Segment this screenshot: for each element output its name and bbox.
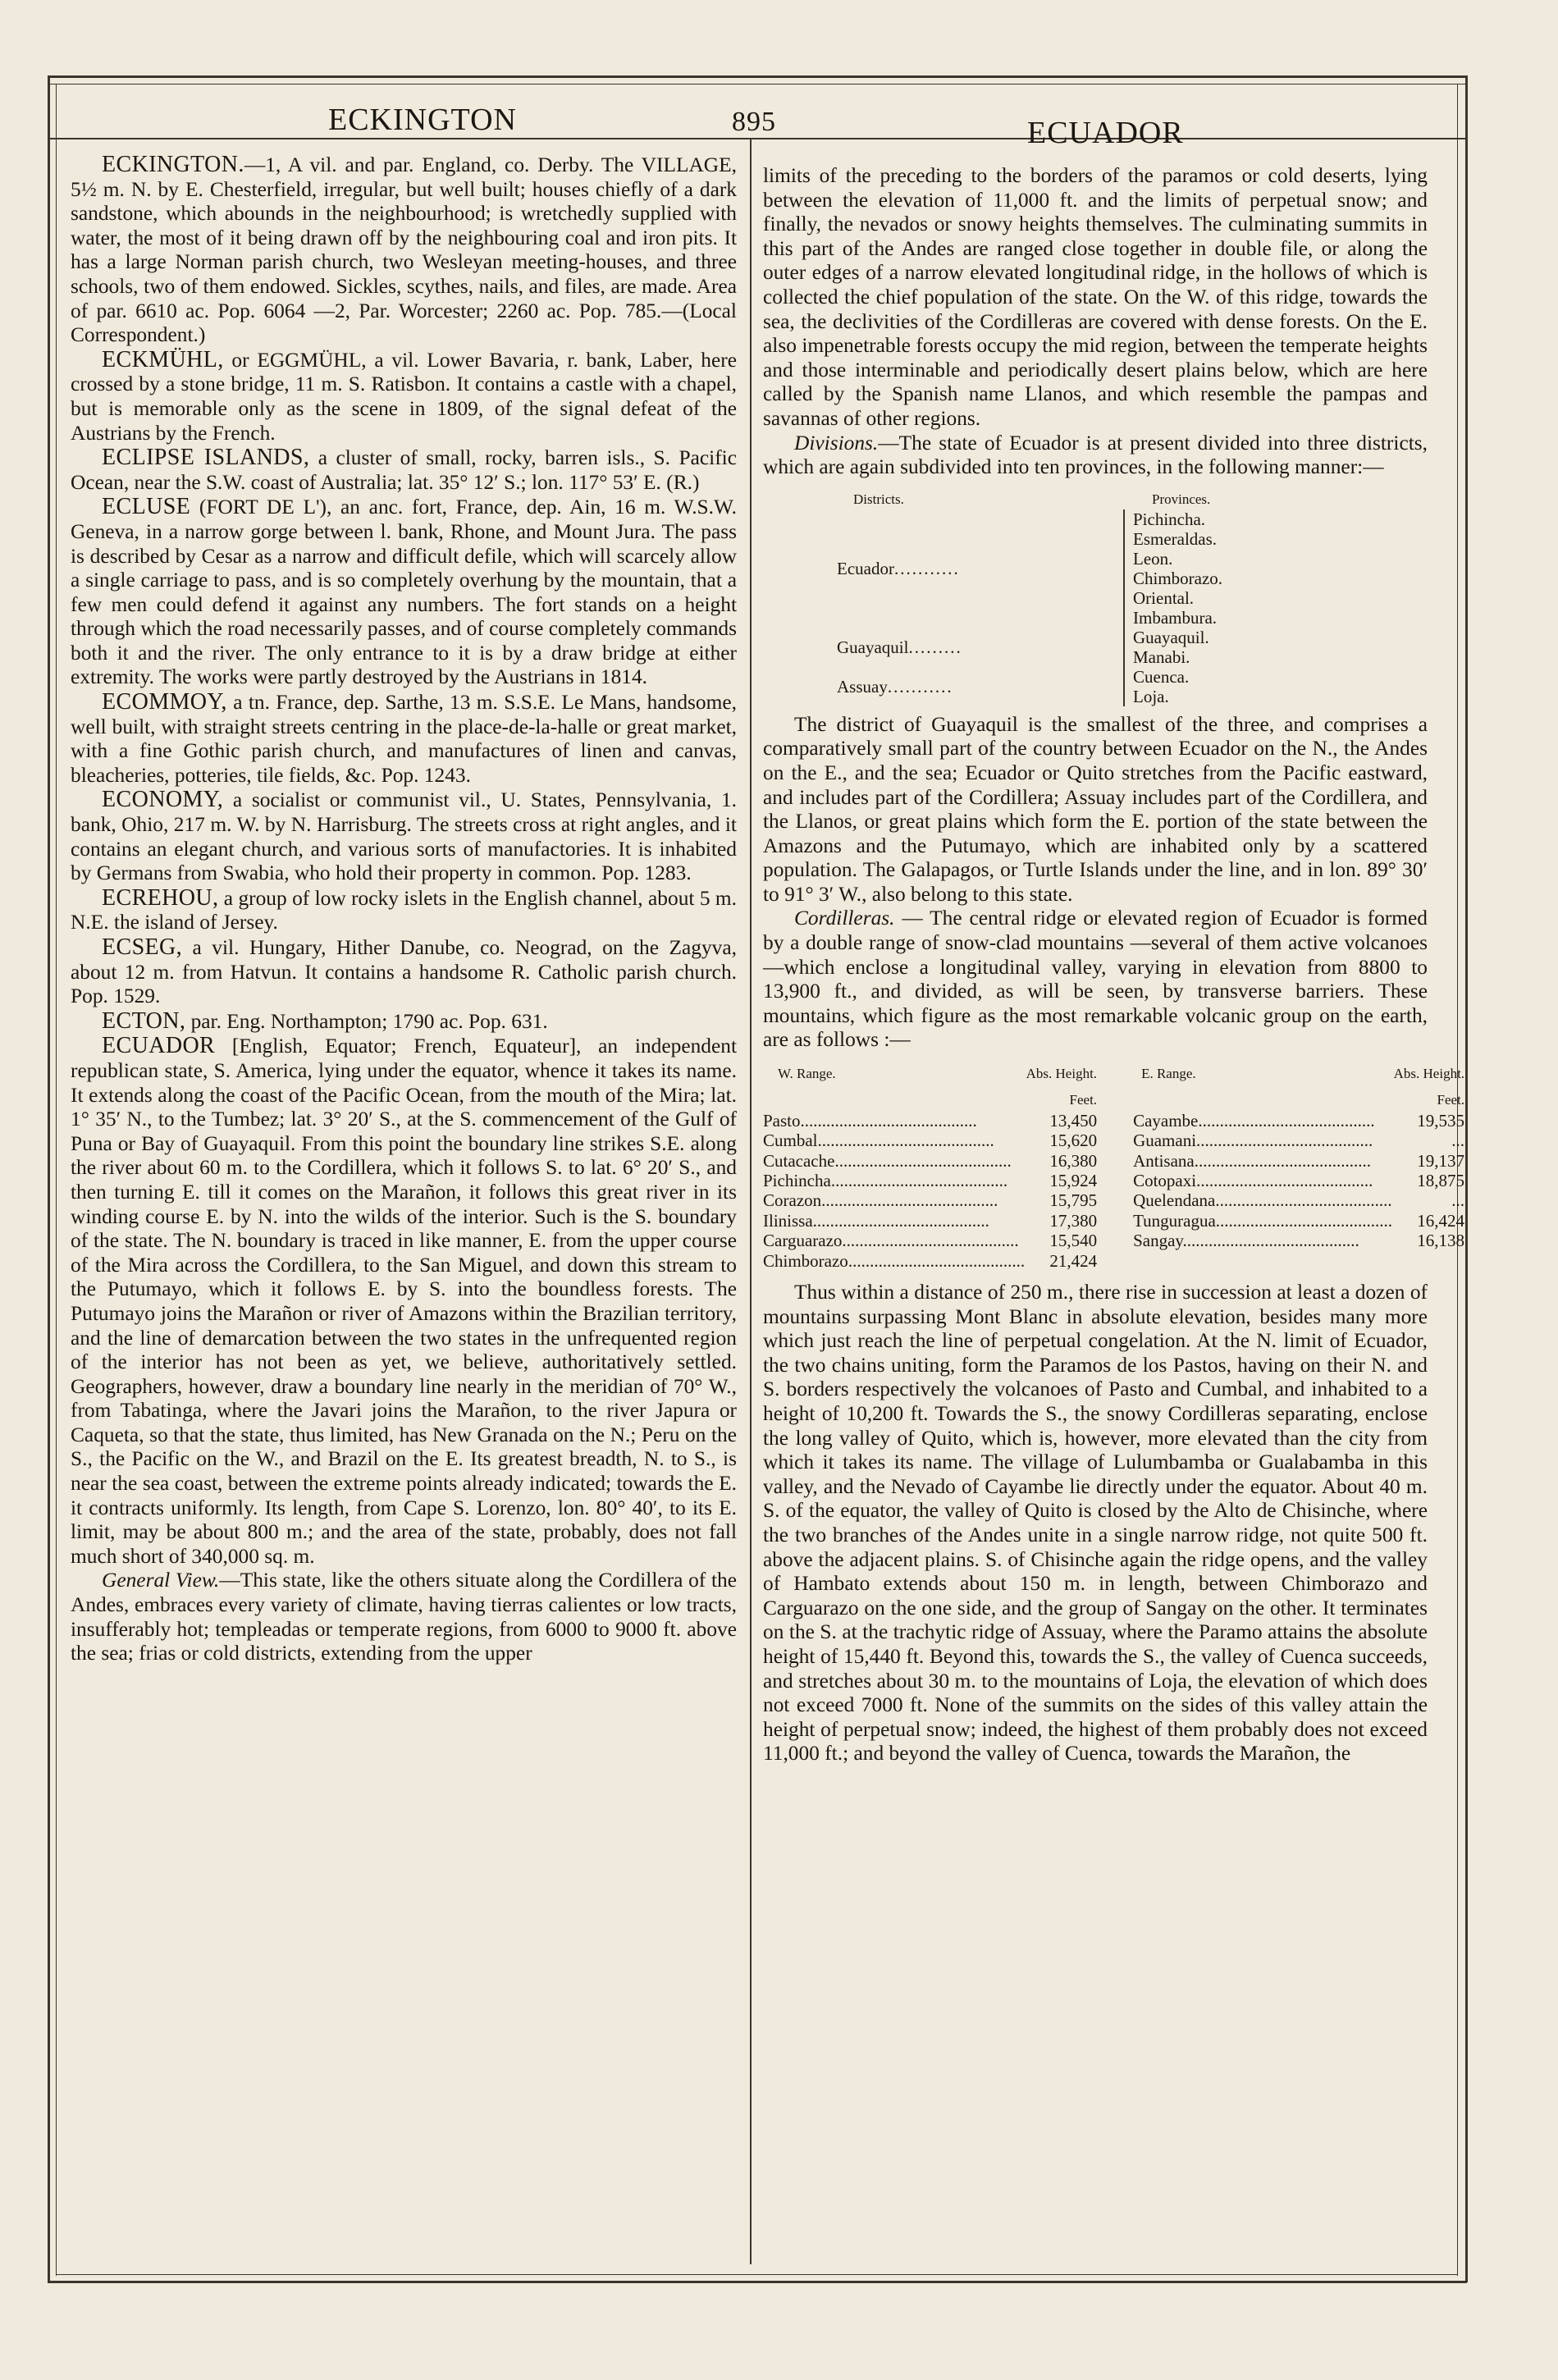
west-range-header: W. Range. bbox=[778, 1066, 836, 1082]
province: Guayaquil. bbox=[1133, 627, 1209, 647]
header-under-rule bbox=[48, 138, 1467, 139]
leader-dots: ........... bbox=[893, 558, 960, 578]
mountain-row: Chimborazo......................................... 21,424 bbox=[763, 1250, 1098, 1271]
entry-eclipse-islands bbox=[71, 445, 737, 495]
mountain-name: Antisana bbox=[1133, 1150, 1195, 1171]
paragraph-valleys: Thus within a distance of 250 m., there rise in succession at least a dozen of mountains surpassing Mont Blanc in absolute elevation, besides many more which just reach the line of perpetual congelation. At the N. limit of Ecuador, the two chains uniting, form the Paramos de los Pastos, having on their N. and S. borders respectively the volcanoes of Pasto and Cumbal, and inhabited to a height of 10,200 ft. Towards the S., the snowy Cordilleras separating, enclose the long valley of Quito, which is, however, more elevated than the city from which it takes its name. The village of Lulumbamba or Gualabamba in this valley, and the Nevado of Cayambe lie directly under the equator. About 40 m. S. of the equator, the valley of Quito is closed by the Alto de Chisinche, where the two branches of the Andes unite in a single narrow ridge, not quite 500 ft. above the adjacent plains. S. of Chisinche again the ridge opens, and the valley of Hambato extends about 150 m. in length, between Chimborazo and Carguarazo on the one side, and the group of Sangay on the other. It terminates on the S. at the trachytic ridge of Assuay, where the Paramo attains the absolute height of 15,440 ft. Beyond this, towards the S., the valley of Cuenca succeeds, and stretches about 30 m. to the mountains of Loja, the elevation of which does not exceed 7000 ft. None of the summits on the sides of this valley attain the height of perpetual snow; indeed, the highest of them probably does not exceed 11,000 ft.; and beyond the valley of Cuenca, towards the Marañon, the bbox=[763, 1281, 1428, 1766]
entry-eckmuhl bbox=[71, 348, 737, 445]
entry-ecrehou bbox=[71, 886, 737, 935]
province: Loja. bbox=[1133, 686, 1169, 706]
mountain-name: Cayambe bbox=[1133, 1110, 1199, 1131]
entry-text: (FORT DE L'), an anc. fort, France, dep. Ain, 16 m. W.S.W. Geneva, in a narrow gorge between l. bank, Rhone, and Mount Jura. The pass is described by Cesar as a narrow and difficult defile, which will scarcely allow a single carriage to pass, and is so completely overhung by the mountain, that a few men could defend it against any numbers. The fort stands on a height through which the road necessarily passes, and of course completely commands both it and the river. The only entrance to it is by a draw bridge at either extremity. The works were partly destroyed by the Austrians in 1814. bbox=[71, 496, 737, 689]
province: Esmeraldas. bbox=[1133, 528, 1218, 549]
mountain-row: Pichincha......................................... 15,924 bbox=[763, 1171, 1098, 1191]
district-name: Assuay bbox=[837, 676, 888, 697]
mountain-name: Carguarazo bbox=[763, 1231, 843, 1251]
entry-ecseg bbox=[71, 935, 737, 1009]
frame-top-inner-rule bbox=[48, 84, 1467, 85]
mountain-name: Ilinissa bbox=[763, 1210, 813, 1231]
frame-left-rule bbox=[48, 75, 50, 2282]
mountain-name: Quelendana bbox=[1133, 1190, 1216, 1211]
districts-header: Districts. bbox=[853, 491, 904, 507]
entry-economy bbox=[71, 788, 737, 885]
mountain-name: Cutacache bbox=[763, 1150, 835, 1171]
mountain-height: 19,137 bbox=[1417, 1150, 1465, 1171]
section-text: —The state of Ecuador is at present divided into three districts, which are again subdivided into ten provinces, in the following manner:— bbox=[763, 431, 1428, 479]
east-range-list bbox=[1133, 1064, 1464, 1271]
mountain-name: Sangay bbox=[1133, 1231, 1183, 1251]
district-name: Guayaquil bbox=[837, 637, 909, 657]
section-heading: Cordilleras. bbox=[794, 907, 895, 930]
section-text: — The central ridge or elevated region of Ecuador is formed by a double range of snow-clad mountains —several of them active volcanoes—which enclose a longitudinal valley, varying in elevation from 8800 to 13,900 ft., and divided, as will be seen, by transverse barriers. These mountains, which figure as the most remarkable volcanic group on the earth, are as follows :— bbox=[763, 907, 1428, 1052]
entry-text: a socialist or communist vil., U. States, Pennsylvania, 1. bank, Ohio, 217 m. W. by N. Harrisburg. The streets cross at right angles, and it contains an elegant church, and various sorts of manufactories. It is inhabited by Germans from Swabia, who hold their property in common. Pop. 1283. bbox=[71, 788, 737, 885]
mountain-row: Guamani......................................... ... bbox=[1133, 1131, 1465, 1151]
headword: ECLIPSE ISLANDS, bbox=[102, 445, 310, 471]
mountain-row: Cayambe......................................... 19,535 bbox=[1133, 1110, 1465, 1131]
mountain-height: 21,424 bbox=[1049, 1250, 1098, 1271]
entry-text: a cluster of small, rocky, barren isls., S. Pacific Ocean, near the S.W. coast of Australia; lat. 35° 12′ S.; lon. 117° 53′ E. (R.) bbox=[71, 446, 737, 494]
height-header: Abs. Height. bbox=[1026, 1066, 1098, 1082]
height-header: Abs. Height. bbox=[1393, 1066, 1465, 1082]
mountain-row: Pasto......................................... 13,450 bbox=[763, 1110, 1098, 1131]
mountain-height: 16,424 bbox=[1417, 1210, 1465, 1231]
frame-bottom-inner-rule bbox=[56, 2274, 1458, 2275]
mountain-height: 18,875 bbox=[1417, 1171, 1465, 1191]
headword: ECONOMY, bbox=[102, 787, 224, 813]
mountain-name: Cotopaxi bbox=[1133, 1171, 1197, 1191]
mountain-height: 15,540 bbox=[1049, 1231, 1098, 1251]
frame-bottom-rule bbox=[48, 2281, 1467, 2283]
province: Chimborazo. bbox=[1133, 568, 1223, 588]
mountain-height: 16,138 bbox=[1417, 1231, 1465, 1251]
right-column bbox=[763, 164, 1465, 1766]
mountain-row: Antisana......................................... 19,137 bbox=[1133, 1150, 1465, 1171]
leader-dots: ........... bbox=[887, 676, 953, 697]
province: Pichincha. bbox=[1133, 509, 1206, 529]
district-row-ecuador bbox=[837, 509, 1222, 628]
district-row-assuay bbox=[837, 667, 1222, 706]
mountain-row: Sangay......................................... 16,138 bbox=[1133, 1231, 1465, 1251]
section-text: —This state, like the others situate along the Cordillera of the Andes, embraces every variety of climate, having tierras calientes or low tracts, insufferably hot; templeadas or temperate regions, from 6000 to 9000 ft. above the sea; frias or cold districts, extending from the upper bbox=[71, 1569, 738, 1665]
province: Oriental. bbox=[1133, 587, 1195, 608]
mountain-name: Pichincha bbox=[763, 1171, 831, 1191]
mountain-height: ... bbox=[1451, 1131, 1465, 1151]
mountain-height: 15,620 bbox=[1049, 1131, 1098, 1151]
mountain-height: 17,380 bbox=[1049, 1210, 1098, 1231]
mountain-name: Cumbal bbox=[763, 1131, 818, 1151]
mountain-row: Carguarazo......................................... 15,540 bbox=[763, 1231, 1098, 1251]
mountain-row: Cutacache......................................... 16,380 bbox=[763, 1150, 1098, 1171]
entry-ecluse bbox=[71, 495, 737, 690]
entry-text: a group of low rocky islets in the English channel, about 5 m. N.E. the island of Jersey. bbox=[71, 886, 737, 934]
entry-ecuador bbox=[71, 1034, 737, 1569]
page-number: 895 bbox=[732, 107, 776, 137]
entry-text: par. Eng. Northampton; 1790 ac. Pop. 631. bbox=[185, 1009, 548, 1033]
mountain-row: Cumbal......................................... 15,620 bbox=[763, 1131, 1098, 1151]
mountain-height: 16,380 bbox=[1049, 1150, 1098, 1171]
headword: ECLUSE bbox=[102, 494, 191, 520]
paragraph-districts: The district of Guayaquil is the smallest of the three, and comprises a comparatively small part of the country between Ecuador on the N., the Andes on the E., and the sea; Ecuador or Quito stretches from the Pacific eastward, and includes part of the Cordillera; Assuay includes part of the Cordillera, and the Llanos, or great plains which form the E. portion of the state between the Amazons and the Putumayo, which are inhabited only by a scattered population. The Galapagos, or Turtle Islands under the line, and in lon. 89° 30′ to 91° 3′ W., also belong to this state. bbox=[763, 712, 1428, 906]
province: Imbambura. bbox=[1133, 607, 1218, 628]
district-name: Ecuador bbox=[837, 558, 894, 578]
left-column bbox=[71, 153, 737, 1666]
divisions-table bbox=[837, 490, 1428, 706]
entry-ecton bbox=[71, 1009, 737, 1035]
paragraph-climate-continued: limits of the preceding to the borders of the paramos or cold deserts, lying between the elevation of 11,000 ft. and the limits of perpetual snow; and finally, the nevados or snowy heights themselves. The culminating summits in this part of the Andes are ranged close together in double file, or along the outer edges of a narrow elevated longitudinal ridge, in the hollows of which is collected the chief population of the state. On the W. of this ridge, towards the sea, the declivities of the Cordilleras are covered with dense forests. On the E. also impenetrable forests occupy the mid region, between the temperate heights and those interminable and periodically desert plains below, which are here called by the Spanish name Llanos, and which resemble the pampas and savannas of other regions. bbox=[763, 164, 1428, 430]
mountain-name: Pasto bbox=[763, 1110, 801, 1131]
mountain-row: Corazon......................................... 15,795 bbox=[763, 1190, 1098, 1211]
mountain-height: 15,795 bbox=[1049, 1190, 1098, 1211]
section-heading: Divisions. bbox=[794, 431, 879, 455]
entry-text: or EGGMÜHL, a vil. Lower Bavaria, r. bank, Laber, here crossed by a stone bridge, 11 m. S. Ratisbon. It contains a castle with a chapel, but is memorable only as the scene in 1809, of the signal defeat of the Austrians by the French. bbox=[71, 348, 737, 445]
entry-text: —1, A vil. and par. England, co. Derby. The VILLAGE, 5½ m. N. by E. Chesterfield, irregular, but well built; houses chiefly of a dark sandstone, which abounds in the neighbourhood; is wretchedly supplied with water, the most of it being drawn off by the neighbouring coal and iron pits. It has a large Norman parish church, two Wesleyan meeting-houses, and three schools, two of them endowed. Sickles, scythes, nails, and files, are made. Area of par. 6610 ac. Pop. 6064 —2, Par. Worcester; 2260 ac. Pop. 785.—(Local Correspondent.) bbox=[71, 153, 737, 347]
headword: ECTON, bbox=[102, 1007, 186, 1034]
mountain-height: ... bbox=[1451, 1190, 1465, 1211]
section-heading: General View. bbox=[102, 1569, 220, 1592]
unit-label: Feet. bbox=[1437, 1092, 1465, 1108]
entry-text: a tn. France, dep. Sarthe, 13 m. S.S.E. Le Mans, handsome, well built, with straight streets centring in the place-de-la-halle or great market, with a fine Gothic parish church, and manufactures of linen and canvas, bleacheries, potteries, tile fields, &c. Pop. 1243. bbox=[71, 691, 737, 787]
entry-text: [English, Equator; French, Equateur], an independent republican state, S. America, lying under the equator, whence it takes its name. It extends along the coast of the Pacific Ocean, from the mouth of the Mira; lat. 1° 35′ N., to the Tumbez; lat. 3° 20′ S., at the S. commencement of the Gulf of Puna or Bay of Guayaquil. From this point the boundary line strikes S.E. along the river about 60 m. to the Cordillera, which it follows S. to lat. 6° 20′ S., and then turning E. till it comes on the Marañon, it follows this great river in its winding course E. by N. into the wilds of the interior. Such is the S. boundary of the state. The N. boundary is traced in like manner, E. from the upper course of the Mira across the Cordillera, to the San Miguel, and down this stream to the Putumayo, which it follows E. by S. into the boundless forests. The Putumayo joins the Marañon or river of Amazons within the Brazilian territory, and the line of demarcation between the two states in the unfrequented region of the interior has not been as yet, we believe, authoritatively settled. Geographers, however, draw a boundary line nearly in the meridian of 70° W., from Tabatinga, where the Javari joins the Marañon, to the river Japura or Caqueta, so that the state, thus limited, has New Granada on the N.; Peru on the S., the Pacific on the W., and Brazil on the E. Its greatest breadth, N. to S., is near the sea coast, between the extreme points already indicated; towards the E. it contracts uniformly. Its length, from Cape S. Lorenzo, lon. 80° 40′, to its E. limit, may be about 800 m.; and the area of the state, probably, does not fall much short of 340,000 sq. m. bbox=[71, 1035, 737, 1568]
headword: ECSEG, bbox=[102, 934, 183, 960]
province: Leon. bbox=[1133, 548, 1173, 569]
headword: ECKINGTON. bbox=[102, 152, 244, 177]
west-range-list bbox=[763, 1064, 1097, 1271]
mountain-row: Quelendana......................................... ... bbox=[1133, 1190, 1465, 1211]
district-row-guayaquil bbox=[837, 628, 1222, 667]
running-head-right: ECUADOR bbox=[1027, 116, 1184, 150]
headword: ECUADOR bbox=[102, 1033, 216, 1059]
mountain-height: 13,450 bbox=[1049, 1110, 1098, 1131]
leader-dots: ......... bbox=[908, 637, 962, 657]
provinces-header: Provinces. bbox=[1152, 491, 1211, 507]
mountains-table bbox=[763, 1064, 1465, 1271]
headword: ECKMÜHL, bbox=[102, 346, 224, 372]
mountain-height: 15,924 bbox=[1049, 1171, 1098, 1191]
entry-eckington bbox=[71, 153, 737, 348]
mountain-name: Guamani bbox=[1133, 1131, 1197, 1151]
section-cordilleras bbox=[763, 907, 1428, 1053]
frame-top-rule bbox=[48, 75, 1467, 78]
section-general-view bbox=[71, 1569, 737, 1665]
running-head-left: ECKINGTON bbox=[328, 103, 517, 137]
mountain-height: 19,535 bbox=[1417, 1110, 1465, 1131]
east-range-header: E. Range. bbox=[1141, 1066, 1196, 1082]
frame-right-rule bbox=[1465, 75, 1468, 2282]
column-divider-rule bbox=[750, 139, 752, 2264]
mountain-row: Tunguragua......................................... 16,424 bbox=[1133, 1210, 1465, 1231]
entry-ecommoy bbox=[71, 690, 737, 788]
unit-label: Feet. bbox=[1069, 1092, 1098, 1108]
headword: ECOMMOY, bbox=[102, 689, 227, 715]
entry-text: a vil. Hungary, Hither Danube, co. Neograd, on the Zagyva, about 12 m. from Hatvun. It contains a handsome R. Catholic parish church. Pop. 1529. bbox=[71, 936, 737, 1008]
mountain-row: Ilinissa......................................... 17,380 bbox=[763, 1210, 1098, 1231]
mountain-name: Tunguragua bbox=[1133, 1210, 1216, 1231]
mountain-name: Chimborazo bbox=[763, 1250, 848, 1271]
section-divisions bbox=[763, 432, 1428, 480]
headword: ECREHOU, bbox=[102, 884, 219, 911]
province: Manabi. bbox=[1133, 646, 1190, 667]
frame-left-inner-rule bbox=[56, 84, 57, 2276]
province: Cuenca. bbox=[1133, 666, 1190, 687]
mountain-name: Corazon bbox=[763, 1190, 822, 1211]
mountain-row: Cotopaxi......................................... 18,875 bbox=[1133, 1171, 1465, 1191]
